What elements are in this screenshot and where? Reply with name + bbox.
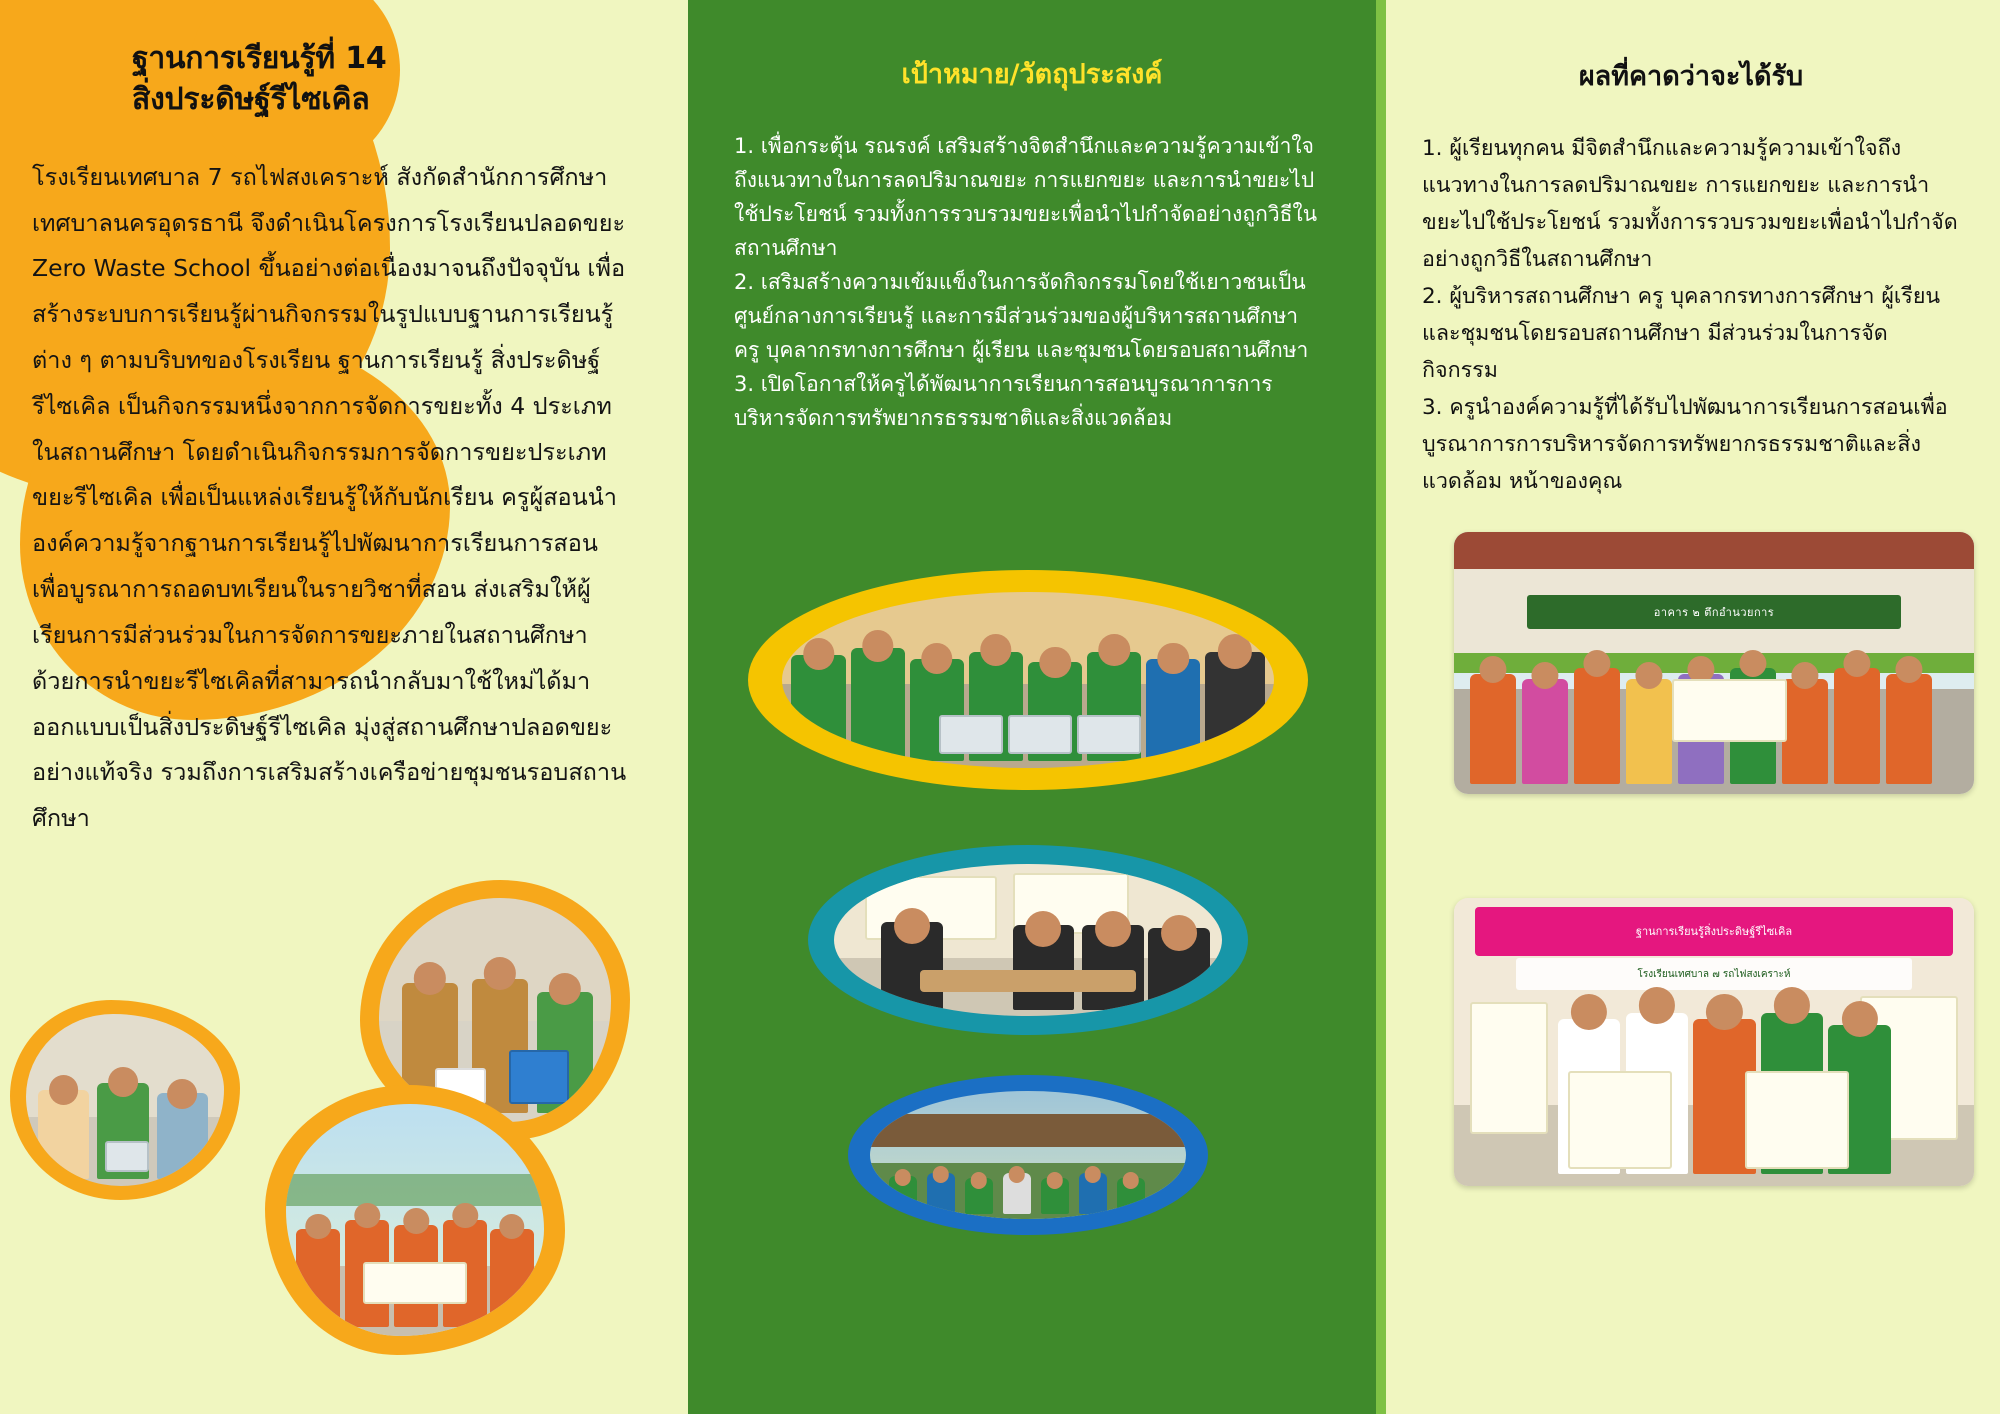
page-title-line2: สิ่งประดิษฐ์รีไซเคิล: [132, 82, 370, 118]
page-title: [132, 38, 648, 121]
expected-results-heading: ผลที่คาดว่าจะได้รับ: [1578, 61, 1804, 92]
right-panel: [1376, 0, 2000, 1414]
poster-banner-text: ฐานการเรียนรู้สิ่งประดิษฐ์รีไซเคิล: [1475, 907, 1953, 956]
building-sign-text: อาคาร ๒ ตึกอำนวยการ: [1527, 595, 1901, 629]
left-panel-content: [0, 0, 688, 842]
photo-school-building-group: [1454, 532, 1974, 794]
poster-subtitle-text: โรงเรียนเทศบาล ๗ รถไฟสงเคราะห์: [1516, 958, 1911, 990]
photo-exhibition-table: [808, 845, 1248, 1035]
photo-students-green-shirts-bins: [748, 570, 1308, 790]
left-panel-body: โรงเรียนเทศบาล 7 รถไฟสงเคราะห์ สังกัดสำนักการศึกษา เทศบาลนครอุดรธานี จึงดำเนินโครงการโรงเรียนปลอดขยะ Zero Waste School ขึ้นอย่างต่อเนื่องมาจนถึงปัจจุบัน เพื่อสร้างระบบการเรียนรู้ผ่านกิจกรรมในรูปแบบฐานการเรียนรู้ต่าง ๆ ตามบริบทของโรงเรียน ฐานการเรียนรู้ สิ่งประดิษฐ์รีไซเคิล เป็นกิจกรรมหนึ่งจากการจัดการขยะทั้ง 4 ประเภท ในสถานศึกษา โดยดำเนินกิจกรรมการจัดการขยะประเภทขยะรีไซเคิล เพื่อเป็นแหล่งเรียนรู้ให้กับนักเรียน ครูผู้สอนนำองค์ความรู้จากฐานการเรียนรู้ไปพัฒนาการเรียนการสอนเพื่อบูรณาการถอดบทเรียนในรายวิชาที่สอน ส่งเสริมให้ผู้เรียนการมีส่วนร่วมในการจัดการขยะภายในสถานศึกษา ด้วยการนำขยะรีไซเคิลที่สามารถนำกลับมาใช้ใหม่ได้มาออกแบบเป็นสิ่งประดิษฐ์รีไซเคิล มุ่งสู่สถานศึกษาปลอดขยะอย่างแท้จริง รวมถึงการเสริมสร้างเครือข่ายชุมชนรอบสถานศึกษา: [32, 162, 627, 833]
photo-recycle-poster-presentation: [1454, 898, 1974, 1186]
expected-result-item-2: 2. ผู้บริหารสถานศึกษา ครู บุคลากรทางการศึกษา ผู้เรียน และชุมชนโดยรอบสถานศึกษา มีส่วนร่วมในการจัดกิจกรรม: [1422, 283, 1941, 383]
photo-waste-collection-yard: [848, 1075, 1208, 1235]
objective-item-3: 3. เปิดโอกาสให้ครูได้พัฒนาการเรียนการสอนบูรณาการการบริหารจัดการทรัพยากรธรรมชาติและสิ่งแวดล้อม: [734, 372, 1273, 431]
left-panel: [0, 0, 688, 1414]
expected-result-item-1: 1. ผู้เรียนทุกคน มีจิตสำนึกและความรู้ความเข้าใจถึงแนวทางในการลดปริมาณขยะ การแยกขยะ และการนำขยะไปใช้ประโยชน์ รวมทั้งการรวบรวมขยะเพื่อนำไปกำจัดอย่างถูกวิธีในสถานศึกษา: [1422, 136, 1958, 272]
objective-item-1: 1. เพื่อกระตุ้น รณรงค์ เสริมสร้างจิตสำนึกและความรู้ความเข้าใจถึงแนวทางในการลดปริมาณขยะ การแยกขยะ และการนำขยะไปใช้ประโยชน์ รวมทั้งการรวบรวมขยะเพื่อนำไปกำจัดอย่างถูกวิธีในสถานศึกษา: [734, 134, 1318, 261]
photo-students-sorting-waste: [10, 1000, 240, 1200]
objective-item-2: 2. เสริมสร้างความเข้มแข็งในการจัดกิจกรรมโดยใช้เยาวชนเป็นศูนย์กลางการเรียนรู้ และการมีส่วนร่วมของผู้บริหารสถานศึกษา ครู บุคลากรทางการศึกษา ผู้เรียน และชุมชนโดยรอบสถานศึกษา: [734, 270, 1309, 363]
middle-panel: [688, 0, 1376, 1414]
page-title-line1: ฐานการเรียนรู้ที่ 14: [132, 41, 387, 76]
photo-student-group-outdoor: [265, 1085, 565, 1355]
objectives-heading: เป้าหมาย/วัตถุประสงค์: [901, 59, 1163, 90]
expected-result-item-3: 3. ครูนำองค์ความรู้ที่ได้รับไปพัฒนาการเรียนการสอนเพื่อบูรณาการการบริหารจัดการทรัพยากรธรรมชาติและสิ่งแวดล้อม หน้าของคุณ: [1422, 394, 1948, 494]
